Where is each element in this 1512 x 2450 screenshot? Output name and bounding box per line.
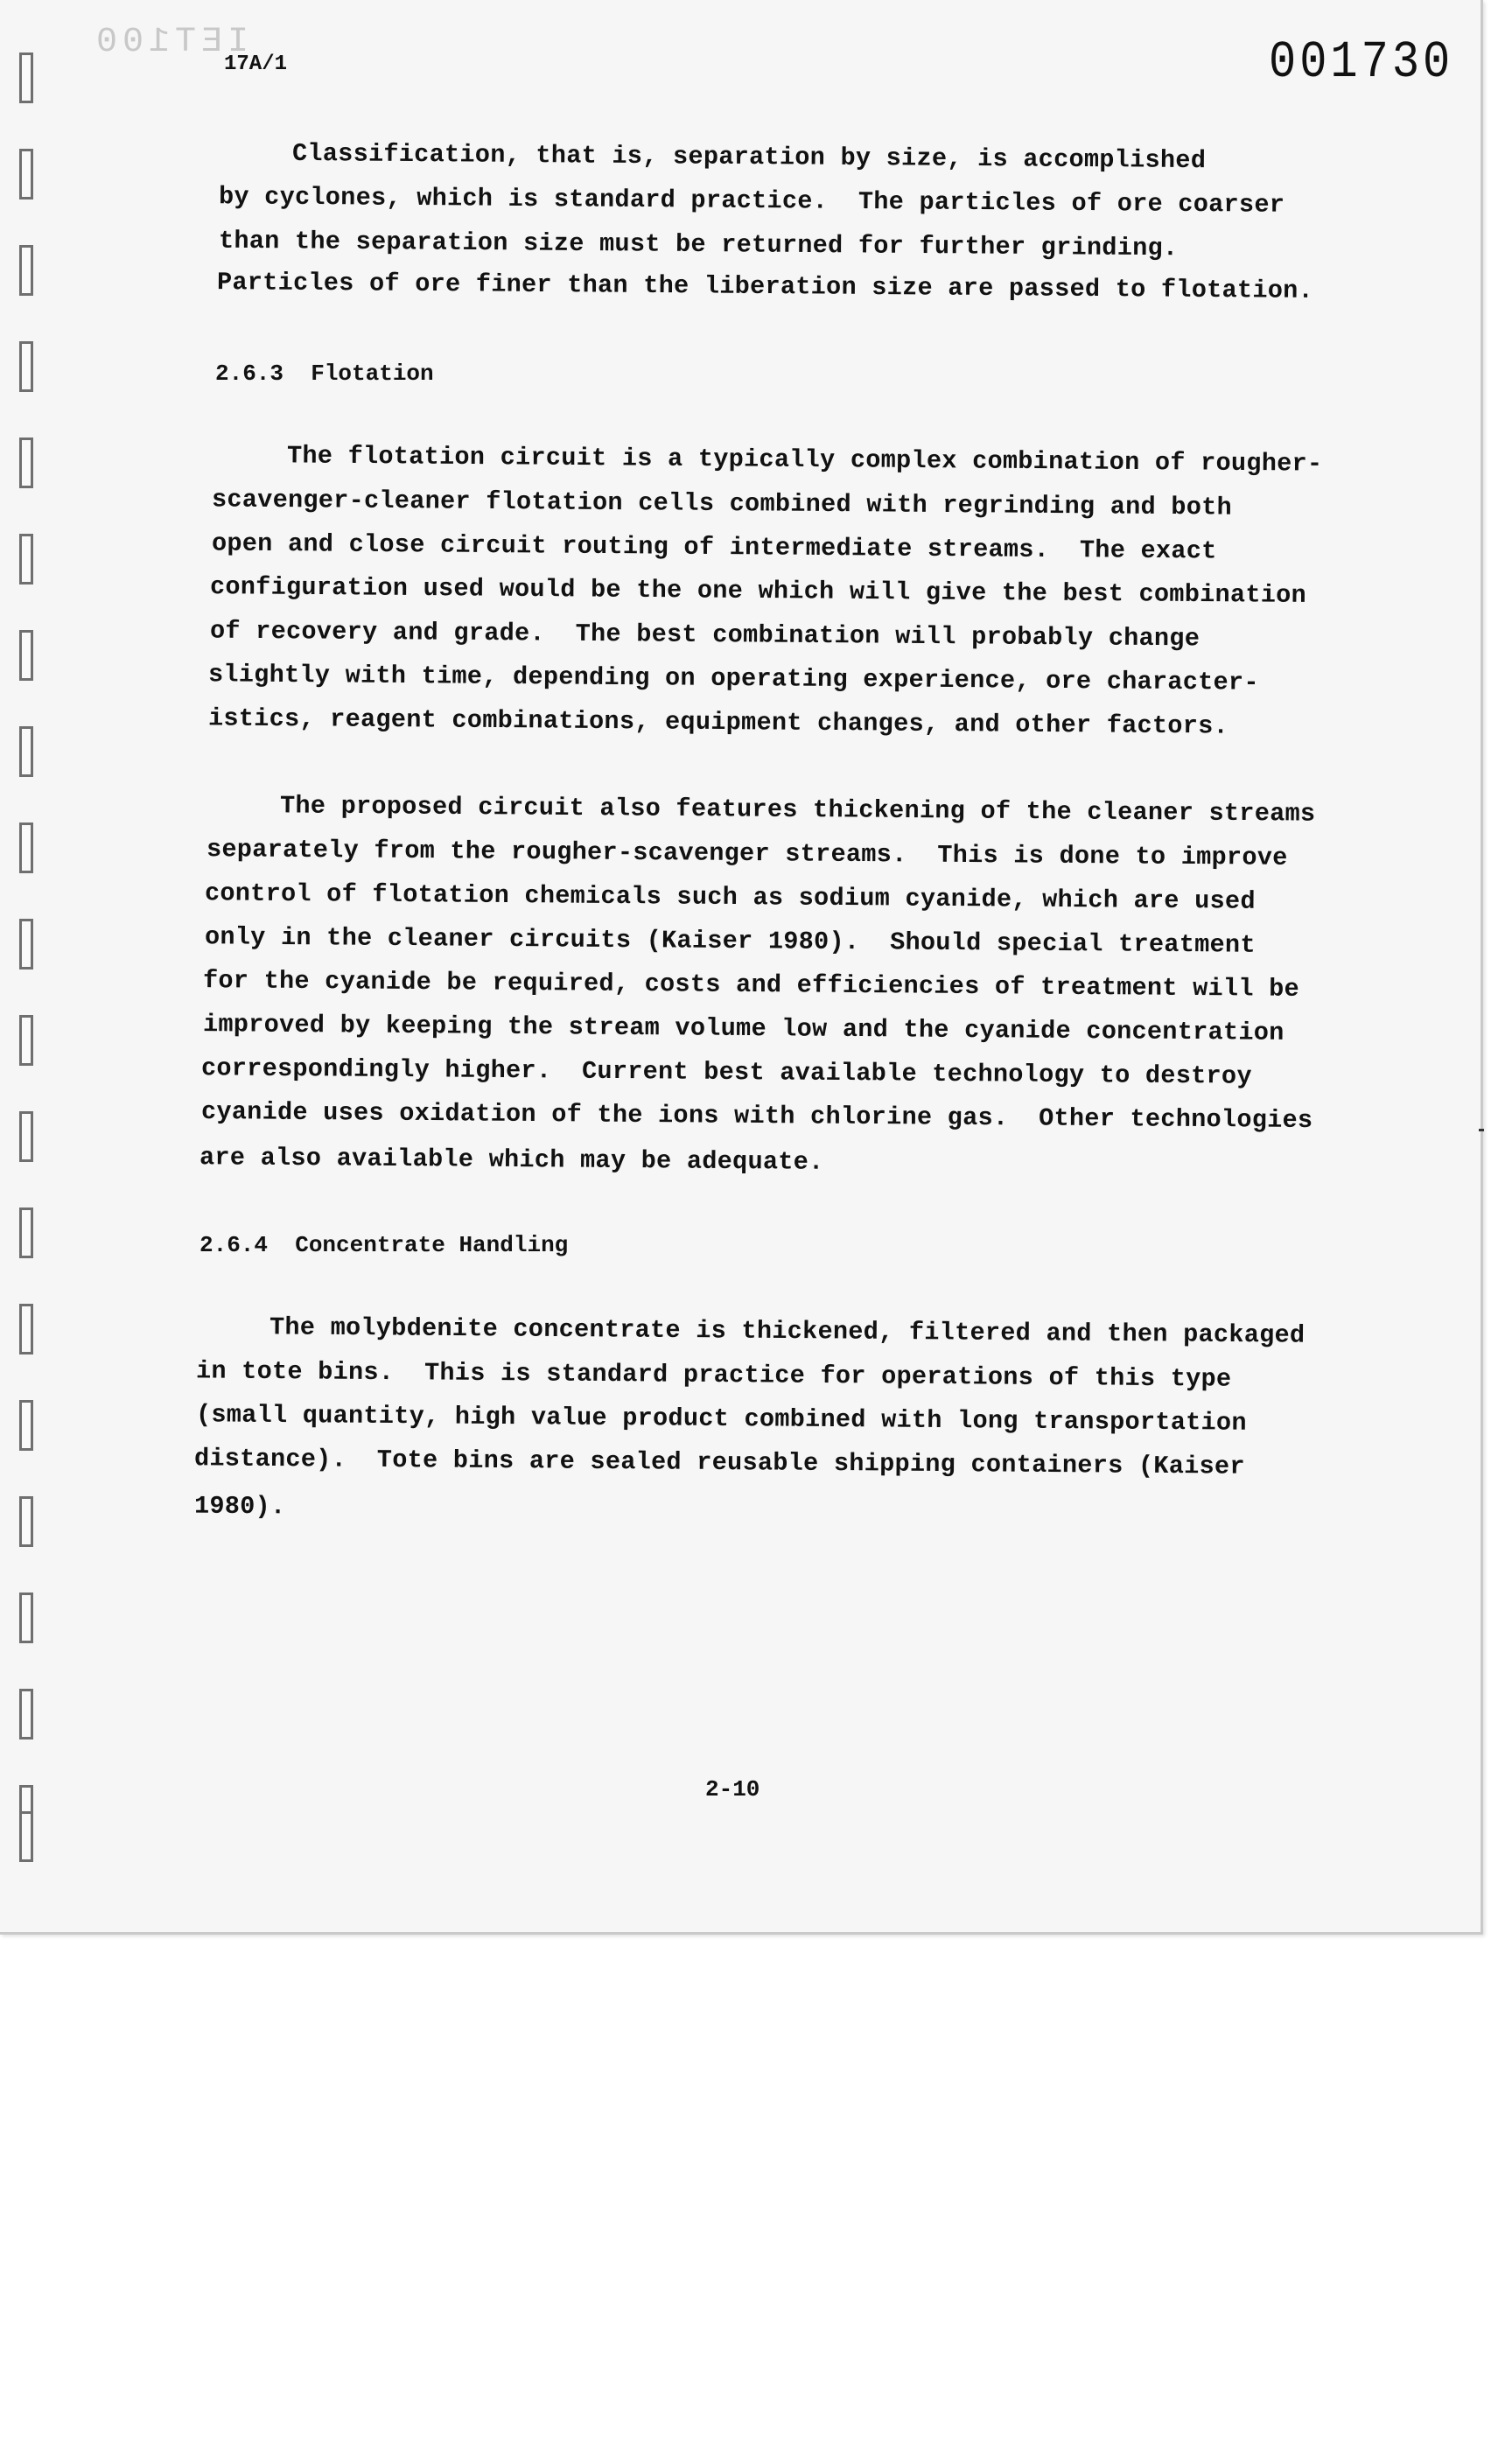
paragraph-line: (small quantity, high value product combined with long transportation — [195, 1400, 1247, 1438]
punch-hole — [19, 1592, 33, 1643]
intro-line: Particles of ore finer than the liberation size are passed to flotation. — [216, 268, 1314, 305]
paragraph-line: cyanide uses oxidation of the ions with chlorine gas. Other technologies — [200, 1097, 1313, 1135]
punch-hole — [19, 630, 33, 681]
margin-mark — [1479, 1129, 1484, 1131]
punch-hole — [19, 1811, 33, 1862]
binder-punch-holes — [19, 52, 42, 1872]
paragraph-line: in tote bins. This is standard practice for operations of this type — [195, 1356, 1232, 1394]
paragraph-line: of recovery and grade. The best combination will probably change — [209, 616, 1200, 654]
paragraph-line: for the cyanide be required, costs and efficiencies of treatment will be — [202, 966, 1300, 1004]
intro-line: than the separation size must be returned for further grinding. — [218, 226, 1179, 263]
paragraph-line: open and close circuit routing of intermediate streams. The exact — [211, 528, 1217, 566]
paragraph-line: separately from the rougher-scavenger streams. This is done to improve — [206, 835, 1288, 872]
intro-line: by cyclones, which is standard practice. The particles of ore coarser — [218, 182, 1285, 220]
punch-hole — [19, 1111, 33, 1162]
reference-code: 17A/1 — [224, 52, 288, 76]
paragraph-line: slightly with time, depending on operating experience, ore character- — [207, 660, 1259, 697]
paragraph-line: 1980). — [193, 1491, 286, 1522]
paragraph-line: scavenger-cleaner flotation cells combined with regrinding and both — [211, 485, 1233, 522]
punch-hole — [19, 1304, 33, 1354]
punch-hole — [19, 1400, 33, 1451]
paragraph-line: The molybdenite concentrate is thickened, filtered and then packaged — [269, 1312, 1306, 1350]
paragraph-line: distance). Tote bins are sealed reusable shipping containers (Kaiser — [193, 1444, 1245, 1481]
punch-hole — [19, 341, 33, 392]
page-number: 2-10 — [705, 1776, 760, 1802]
paragraph-line: only in the cleaner circuits (Kaiser 1980). Should special treatment — [204, 922, 1256, 960]
punch-hole — [19, 1208, 33, 1258]
punch-hole — [19, 1496, 33, 1547]
paragraph-line: The flotation circuit is a typically complex combination of rougher- — [286, 441, 1323, 479]
paragraph-line: control of flotation chemicals such as sodium cyanide, which are used — [204, 878, 1256, 916]
paragraph-line: configuration used would be the one which will give the best combination — [209, 572, 1307, 610]
paragraph-line: istics, reagent combinations, equipment changes, and other factors. — [207, 704, 1229, 741]
punch-hole — [19, 438, 33, 488]
bleed-through-number: IET100 — [91, 23, 249, 62]
document-number: 001730 — [1269, 32, 1454, 93]
paragraph-line: The proposed circuit also features thickening of the cleaner streams — [279, 791, 1316, 829]
paragraph-line: are also available which may be adequate. — [199, 1143, 824, 1177]
paragraph-line: correspondingly higher. Current best available technology to destroy — [200, 1054, 1252, 1091]
section-heading-concentrate-handling: 2.6.4 Concentrate Handling — [200, 1232, 569, 1258]
punch-hole — [19, 726, 33, 777]
punch-hole — [19, 245, 33, 296]
punch-hole — [19, 1015, 33, 1066]
punch-hole — [19, 1689, 33, 1740]
section-heading-flotation: 2.6.3 Flotation — [215, 360, 434, 387]
punch-hole — [19, 52, 33, 103]
punch-hole — [19, 534, 33, 584]
paragraph-line: improved by keeping the stream volume low and the cyanide concentration — [202, 1010, 1284, 1047]
intro-line: Classification, that is, separation by size, is accomplished — [291, 138, 1207, 176]
punch-hole — [19, 149, 33, 200]
punch-hole — [19, 822, 33, 873]
punch-hole — [19, 919, 33, 970]
